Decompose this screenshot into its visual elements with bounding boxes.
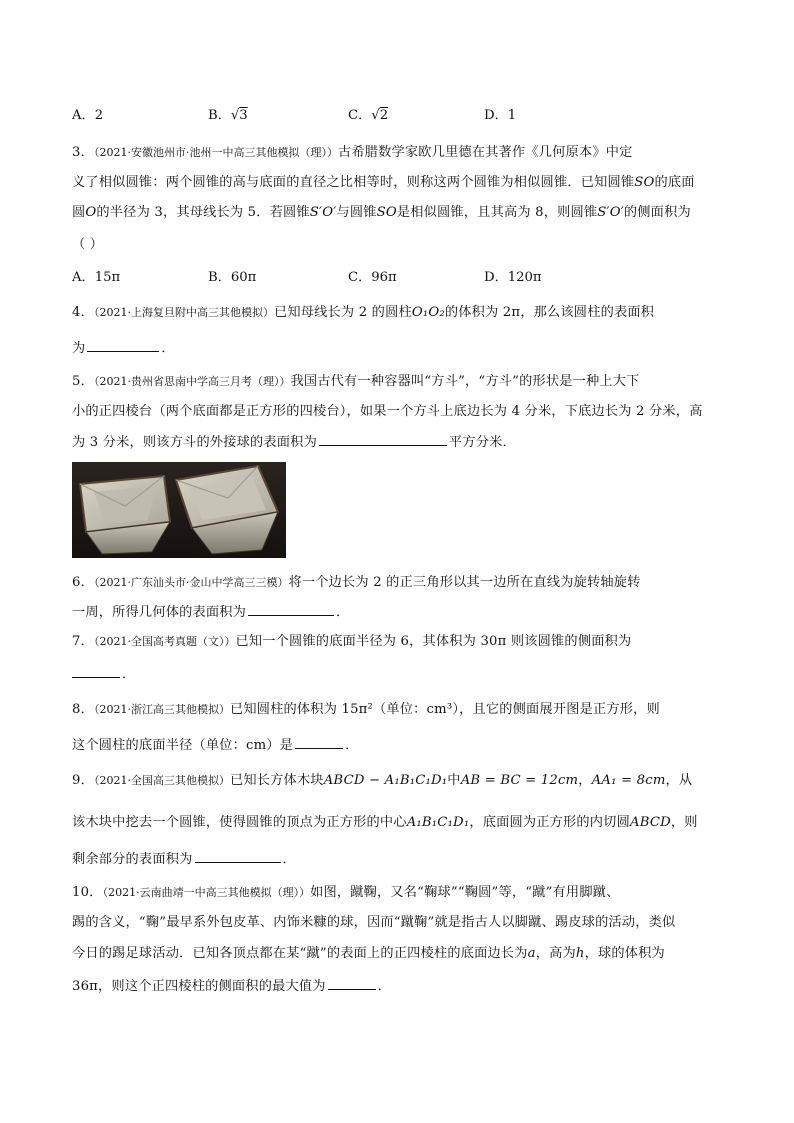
q8-line-1 bbox=[72, 700, 660, 720]
q9-line-1 bbox=[72, 771, 692, 791]
q3-text: 义了相似圆锥：两个圆锥的高与底面的直径之比相等时，则称这两个圆锥为相似圆锥．已知圆锥 bbox=[72, 175, 635, 190]
question-number: 4． bbox=[72, 305, 94, 320]
q2-option-b-label: B． bbox=[208, 108, 231, 123]
question-source: （2021·全国高考真题（文）） bbox=[93, 635, 236, 648]
q5-text: 我国古代有一种容器叫“方斗”，“方斗”的形状是一种上大下 bbox=[290, 374, 640, 389]
math-eq2: AA₁ = 8cm bbox=[591, 773, 666, 788]
q4-line-1 bbox=[72, 303, 654, 323]
q2-option-a: A．2 bbox=[72, 108, 104, 123]
q3-text: 的底面 bbox=[654, 175, 695, 190]
q6-text: 一周，所得几何体的表面积为 bbox=[72, 605, 247, 620]
q9-text: 剩余部分的表面积为 bbox=[72, 852, 193, 867]
q6-line-1 bbox=[72, 573, 641, 593]
q3-text: 古希腊数学家欧几里德在其著作《几何原本》中定 bbox=[337, 145, 633, 160]
question-number: 6． bbox=[72, 575, 94, 590]
q3-text: 是相似圆锥，且其高为 8，则圆锥 bbox=[396, 205, 598, 220]
q10-line-1 bbox=[72, 883, 619, 903]
q9-line-2 bbox=[72, 813, 698, 833]
q10-text: 如图，蹴鞠，又名“鞠球”“鞠圆”等，“蹴”有用脚蹴、 bbox=[310, 885, 620, 900]
q4-text: 的体积为 2π，那么该圆柱的表面积 bbox=[444, 305, 655, 320]
q6-text: ． bbox=[336, 605, 350, 620]
q6-text: 将一个边长为 2 的正三角形以其一边所在直线为旋转轴旋转 bbox=[288, 575, 641, 590]
q8-text: 已知圆柱的体积为 15π²（单位：cm³），且它的侧面展开图是正方形，则 bbox=[229, 702, 660, 717]
q2-option-c bbox=[348, 106, 388, 126]
question-number: 9． bbox=[72, 773, 94, 788]
q5-line-3 bbox=[72, 432, 516, 453]
answer-blank[interactable] bbox=[72, 664, 120, 678]
sqrt-icon: √ bbox=[230, 108, 240, 123]
q3-line-2 bbox=[72, 173, 695, 193]
q5-text: 平方分米． bbox=[448, 435, 516, 450]
q9-text: ，则 bbox=[670, 815, 698, 830]
question-source: （2021·安徽池州市·池州一中高三其他模拟（理）） bbox=[93, 146, 338, 159]
q10-line-2: 踢的含义，“鞠”最早系外包皮革、内饰米糠的球，因而“蹴鞠”就是指古人以脚蹴、踢皮球的活动，类似 bbox=[72, 915, 676, 930]
q3-text: 的半径为 3，其母线长为 5．若圆锥 bbox=[96, 205, 310, 220]
answer-blank[interactable] bbox=[248, 602, 334, 616]
question-number: 5． bbox=[72, 374, 94, 389]
q2-option-c-radicand: 2 bbox=[379, 108, 389, 123]
question-source: （2021·上海复旦附中高三其他模拟） bbox=[93, 306, 274, 319]
q8-text: 这个圆柱的底面半径（单位：cm）是 bbox=[72, 738, 294, 753]
q10-text: ，高为 bbox=[535, 946, 576, 961]
q7-line-1 bbox=[72, 632, 631, 652]
q9-text: 中 bbox=[447, 773, 461, 788]
q5-text: 为 3 分米，则该方斗的外接球的表面积为 bbox=[72, 435, 317, 450]
q9-text: ，从 bbox=[665, 773, 693, 788]
q10-line-3 bbox=[72, 944, 665, 964]
question-number: 8． bbox=[72, 702, 94, 717]
math-top-face: A₁B₁C₁D₁ bbox=[406, 815, 470, 830]
q3-option-b: B．60π bbox=[208, 270, 257, 285]
math-a: a bbox=[527, 946, 536, 961]
math-so-prime: S′O′ bbox=[597, 205, 624, 220]
q10-line-4 bbox=[72, 976, 391, 997]
question-source: （2021·浙江高三其他模拟） bbox=[93, 703, 230, 716]
q4-text: 为 bbox=[72, 341, 86, 356]
q10-text: 今日的踢足球活动．已知各顶点都在某“蹴”的表面上的正四棱柱的底面边长为 bbox=[72, 946, 528, 961]
q6-line-2 bbox=[72, 602, 349, 623]
answer-blank[interactable] bbox=[328, 976, 376, 990]
q10-text: 36π，则这个正四棱柱的侧面积的最大值为 bbox=[72, 979, 326, 994]
q3-answer-paren: （ ） bbox=[72, 237, 104, 252]
math-so: SO bbox=[376, 205, 397, 220]
q3-line-1 bbox=[72, 143, 633, 163]
question-number: 7． bbox=[72, 634, 94, 649]
q9-text: ． bbox=[282, 852, 296, 867]
q5-line-1 bbox=[72, 372, 640, 392]
q3-text: 的侧面积为 bbox=[623, 205, 691, 220]
q9-text: 该木块中挖去一个圆锥，使得圆锥的顶点为正方形的中心 bbox=[72, 815, 407, 830]
q2-option-b-radicand: 3 bbox=[239, 108, 248, 123]
q7-line-2 bbox=[72, 664, 135, 685]
q9-text: ， bbox=[578, 773, 592, 788]
answer-blank[interactable] bbox=[319, 432, 447, 446]
math-o: O bbox=[85, 205, 97, 220]
math-so-prime: S′O′ bbox=[309, 205, 337, 220]
q4-text: 已知母线长为 2 的圆柱 bbox=[273, 305, 412, 320]
q7-text: 已知一个圆锥的底面半径为 6，其体积为 30π 则该圆锥的侧面积为 bbox=[235, 634, 632, 649]
q2-option-b bbox=[208, 106, 248, 126]
answer-blank[interactable] bbox=[87, 338, 159, 352]
q10-text: ，球的体积为 bbox=[584, 946, 665, 961]
q7-text: ． bbox=[122, 667, 136, 682]
q3-option-a: A．15π bbox=[72, 270, 121, 285]
question-source: （2021·全国高三其他模拟） bbox=[93, 774, 230, 787]
fangdou-photo bbox=[72, 462, 286, 558]
math-eq1: AB = BC = 12cm bbox=[460, 773, 579, 788]
q10-text: ． bbox=[377, 979, 392, 994]
question-source: （2021·贵州省思南中学高三月考（理）） bbox=[93, 375, 291, 388]
math-h: h bbox=[575, 946, 585, 961]
question-number: 10． bbox=[72, 885, 103, 900]
q4-line-2 bbox=[72, 338, 175, 359]
fangdou-vessels-image bbox=[72, 462, 286, 558]
q9-text: ，底面圆为正方形的内切圆 bbox=[469, 815, 630, 830]
q2-option-c-label: C． bbox=[348, 108, 372, 123]
math-solid: ABCD − A₁B₁C₁D₁ bbox=[323, 773, 448, 788]
answer-blank[interactable] bbox=[195, 849, 281, 863]
answer-blank[interactable] bbox=[295, 735, 343, 749]
q3-line-3 bbox=[72, 203, 691, 223]
q5-line-2: 小的正四棱台（两个底面都是正方形的四棱台），如果一个方斗上底边长为 4 分米，下底边长为 2 分米，高 bbox=[72, 404, 703, 419]
q4-text: ． bbox=[161, 341, 175, 356]
question-number: 3． bbox=[72, 145, 94, 160]
q2-option-d: D．1 bbox=[484, 108, 517, 123]
q9-line-3 bbox=[72, 849, 296, 870]
q8-text: ． bbox=[345, 738, 359, 753]
q3-text: 与圆锥 bbox=[336, 205, 377, 220]
sqrt-icon: √ bbox=[371, 108, 380, 123]
question-source: （2021·广东汕头市·金山中学高三三模） bbox=[93, 576, 289, 589]
question-source: （2021·云南曲靖一中高三其他模拟（理）） bbox=[102, 886, 311, 899]
q8-line-2 bbox=[72, 735, 359, 756]
q3-option-c: C．96π bbox=[348, 270, 397, 285]
math-bottom-face: ABCD bbox=[629, 815, 671, 830]
math-o1o2: O₁O₂ bbox=[411, 305, 445, 320]
q9-text: 已知长方体木块 bbox=[229, 773, 324, 788]
q3-option-d: D．120π bbox=[484, 270, 542, 285]
q3-text: 圆 bbox=[72, 205, 86, 220]
math-so: SO bbox=[634, 175, 655, 190]
